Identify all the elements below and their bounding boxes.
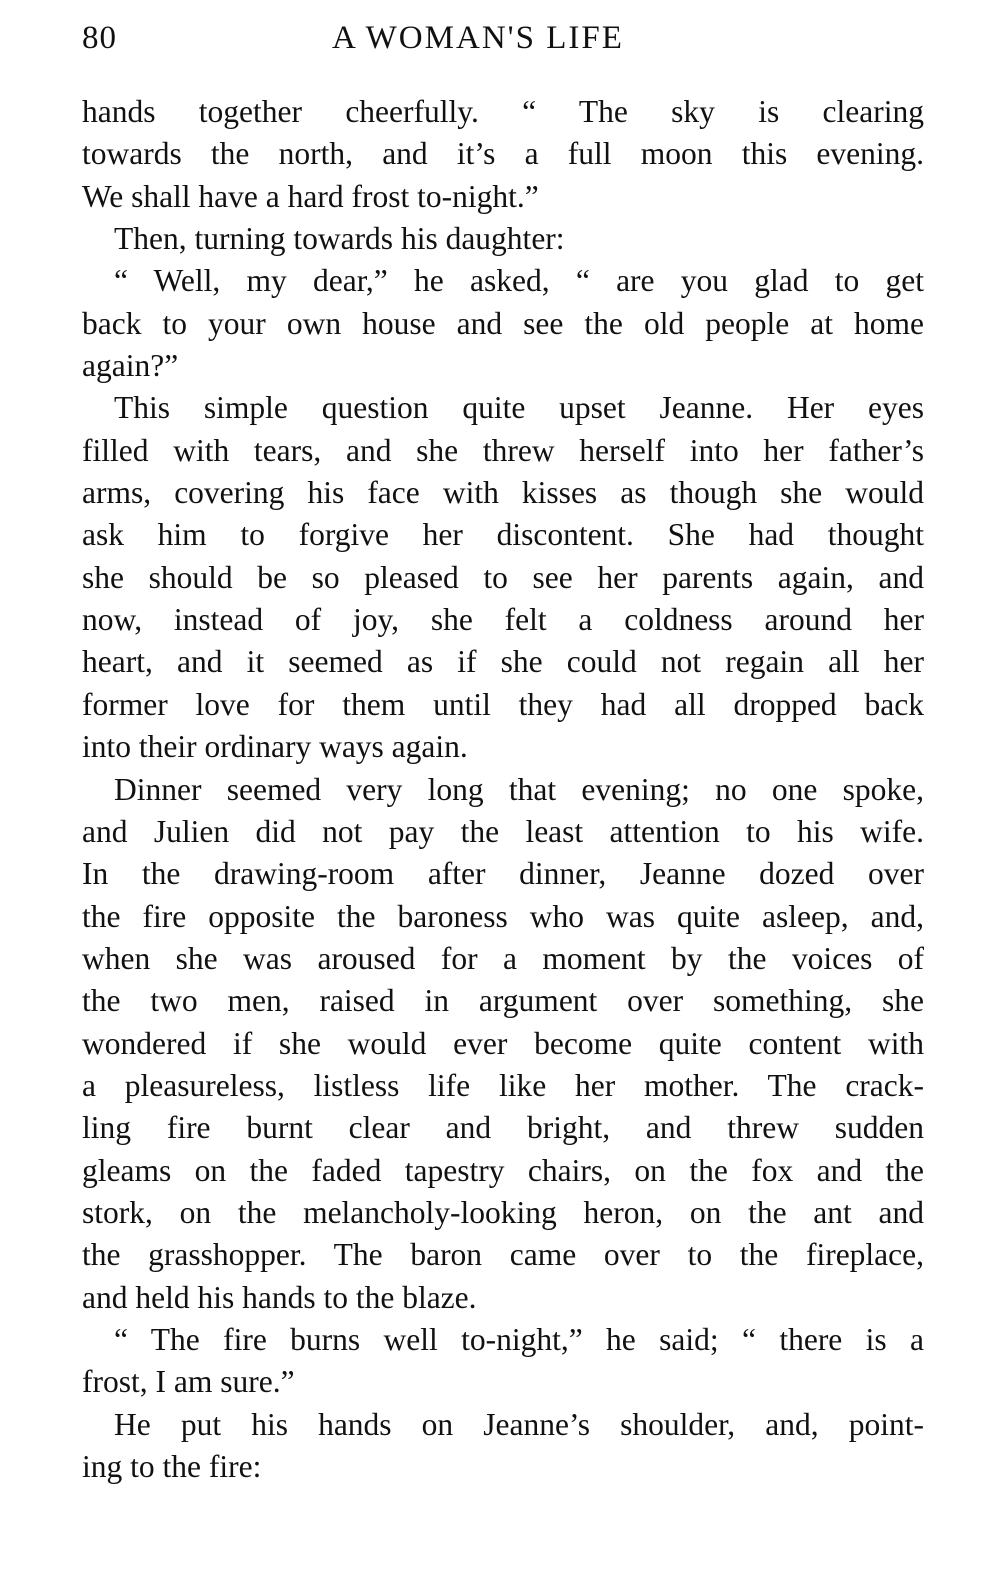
text-line: she should be so pleased to see her parents again, and bbox=[82, 559, 924, 595]
text-line: and Julien did not pay the least attention to his wife. bbox=[82, 813, 924, 849]
text-line: the fire opposite the baroness who was quite asleep, and, bbox=[82, 898, 924, 934]
text-line: now, instead of joy, she felt a coldness around her bbox=[82, 602, 924, 638]
text-line: into their ordinary ways again. bbox=[82, 729, 468, 765]
running-title: A WOMAN'S LIFE bbox=[332, 20, 624, 56]
text-line: wondered if she would ever become quite content with bbox=[82, 1025, 924, 1061]
text-line: gleams on the faded tapestry chairs, on the fox and the bbox=[82, 1152, 924, 1188]
text-line: In the drawing-room after dinner, Jeanne dozed over bbox=[82, 856, 924, 892]
running-header bbox=[82, 12, 924, 64]
text-line: and held his hands to the blaze. bbox=[82, 1279, 477, 1315]
body-text bbox=[82, 91, 924, 1488]
text-line: “ Well, my dear,” he asked, “ are you glad to get bbox=[114, 263, 924, 299]
text-line: a pleasureless, listless life like her mother. The crack- bbox=[82, 1067, 924, 1103]
text-line: the grasshopper. The baron came over to the fireplace, bbox=[82, 1237, 924, 1273]
text-line: filled with tears, and she threw herself into her father’s bbox=[82, 432, 924, 468]
text-line: He put his hands on Jeanne’s shoulder, and, point- bbox=[114, 1406, 924, 1442]
text-line: “ The fire burns well to-night,” he said; “ there is a bbox=[114, 1321, 924, 1357]
text-line: ing to the fire: bbox=[82, 1449, 262, 1484]
text-line: We shall have a hard frost to-night.” bbox=[82, 178, 539, 214]
text-line: arms, covering his face with kisses as though she would bbox=[82, 475, 924, 511]
text-line: Dinner seemed very long that evening; no one spoke, bbox=[114, 771, 924, 807]
text-line: hands together cheerfully. “ The sky is clearing bbox=[82, 94, 924, 129]
text-line: former love for them until they had all dropped back bbox=[82, 686, 924, 722]
text-line: towards the north, and it’s a full moon this evening. bbox=[82, 136, 924, 172]
text-line: back to your own house and see the old people at home bbox=[82, 305, 924, 341]
text-line: This simple question quite upset Jeanne. Her eyes bbox=[114, 390, 924, 426]
text-line: when she was aroused for a moment by the voices of bbox=[82, 940, 924, 976]
text-line: the two men, raised in argument over something, she bbox=[82, 983, 924, 1019]
text-line: stork, on the melancholy-looking heron, on the ant and bbox=[82, 1194, 924, 1230]
text-line: Then, turning towards his daughter: bbox=[114, 221, 565, 257]
text-line: heart, and it seemed as if she could not regain all her bbox=[82, 644, 924, 680]
text-line: ling fire burnt clear and bright, and threw sudden bbox=[82, 1110, 924, 1146]
text-line: ask him to forgive her discontent. She had thought bbox=[82, 517, 924, 553]
text-line: again?” bbox=[82, 348, 179, 384]
page-number: 80 bbox=[82, 20, 117, 56]
text-line: frost, I am sure.” bbox=[82, 1364, 295, 1400]
